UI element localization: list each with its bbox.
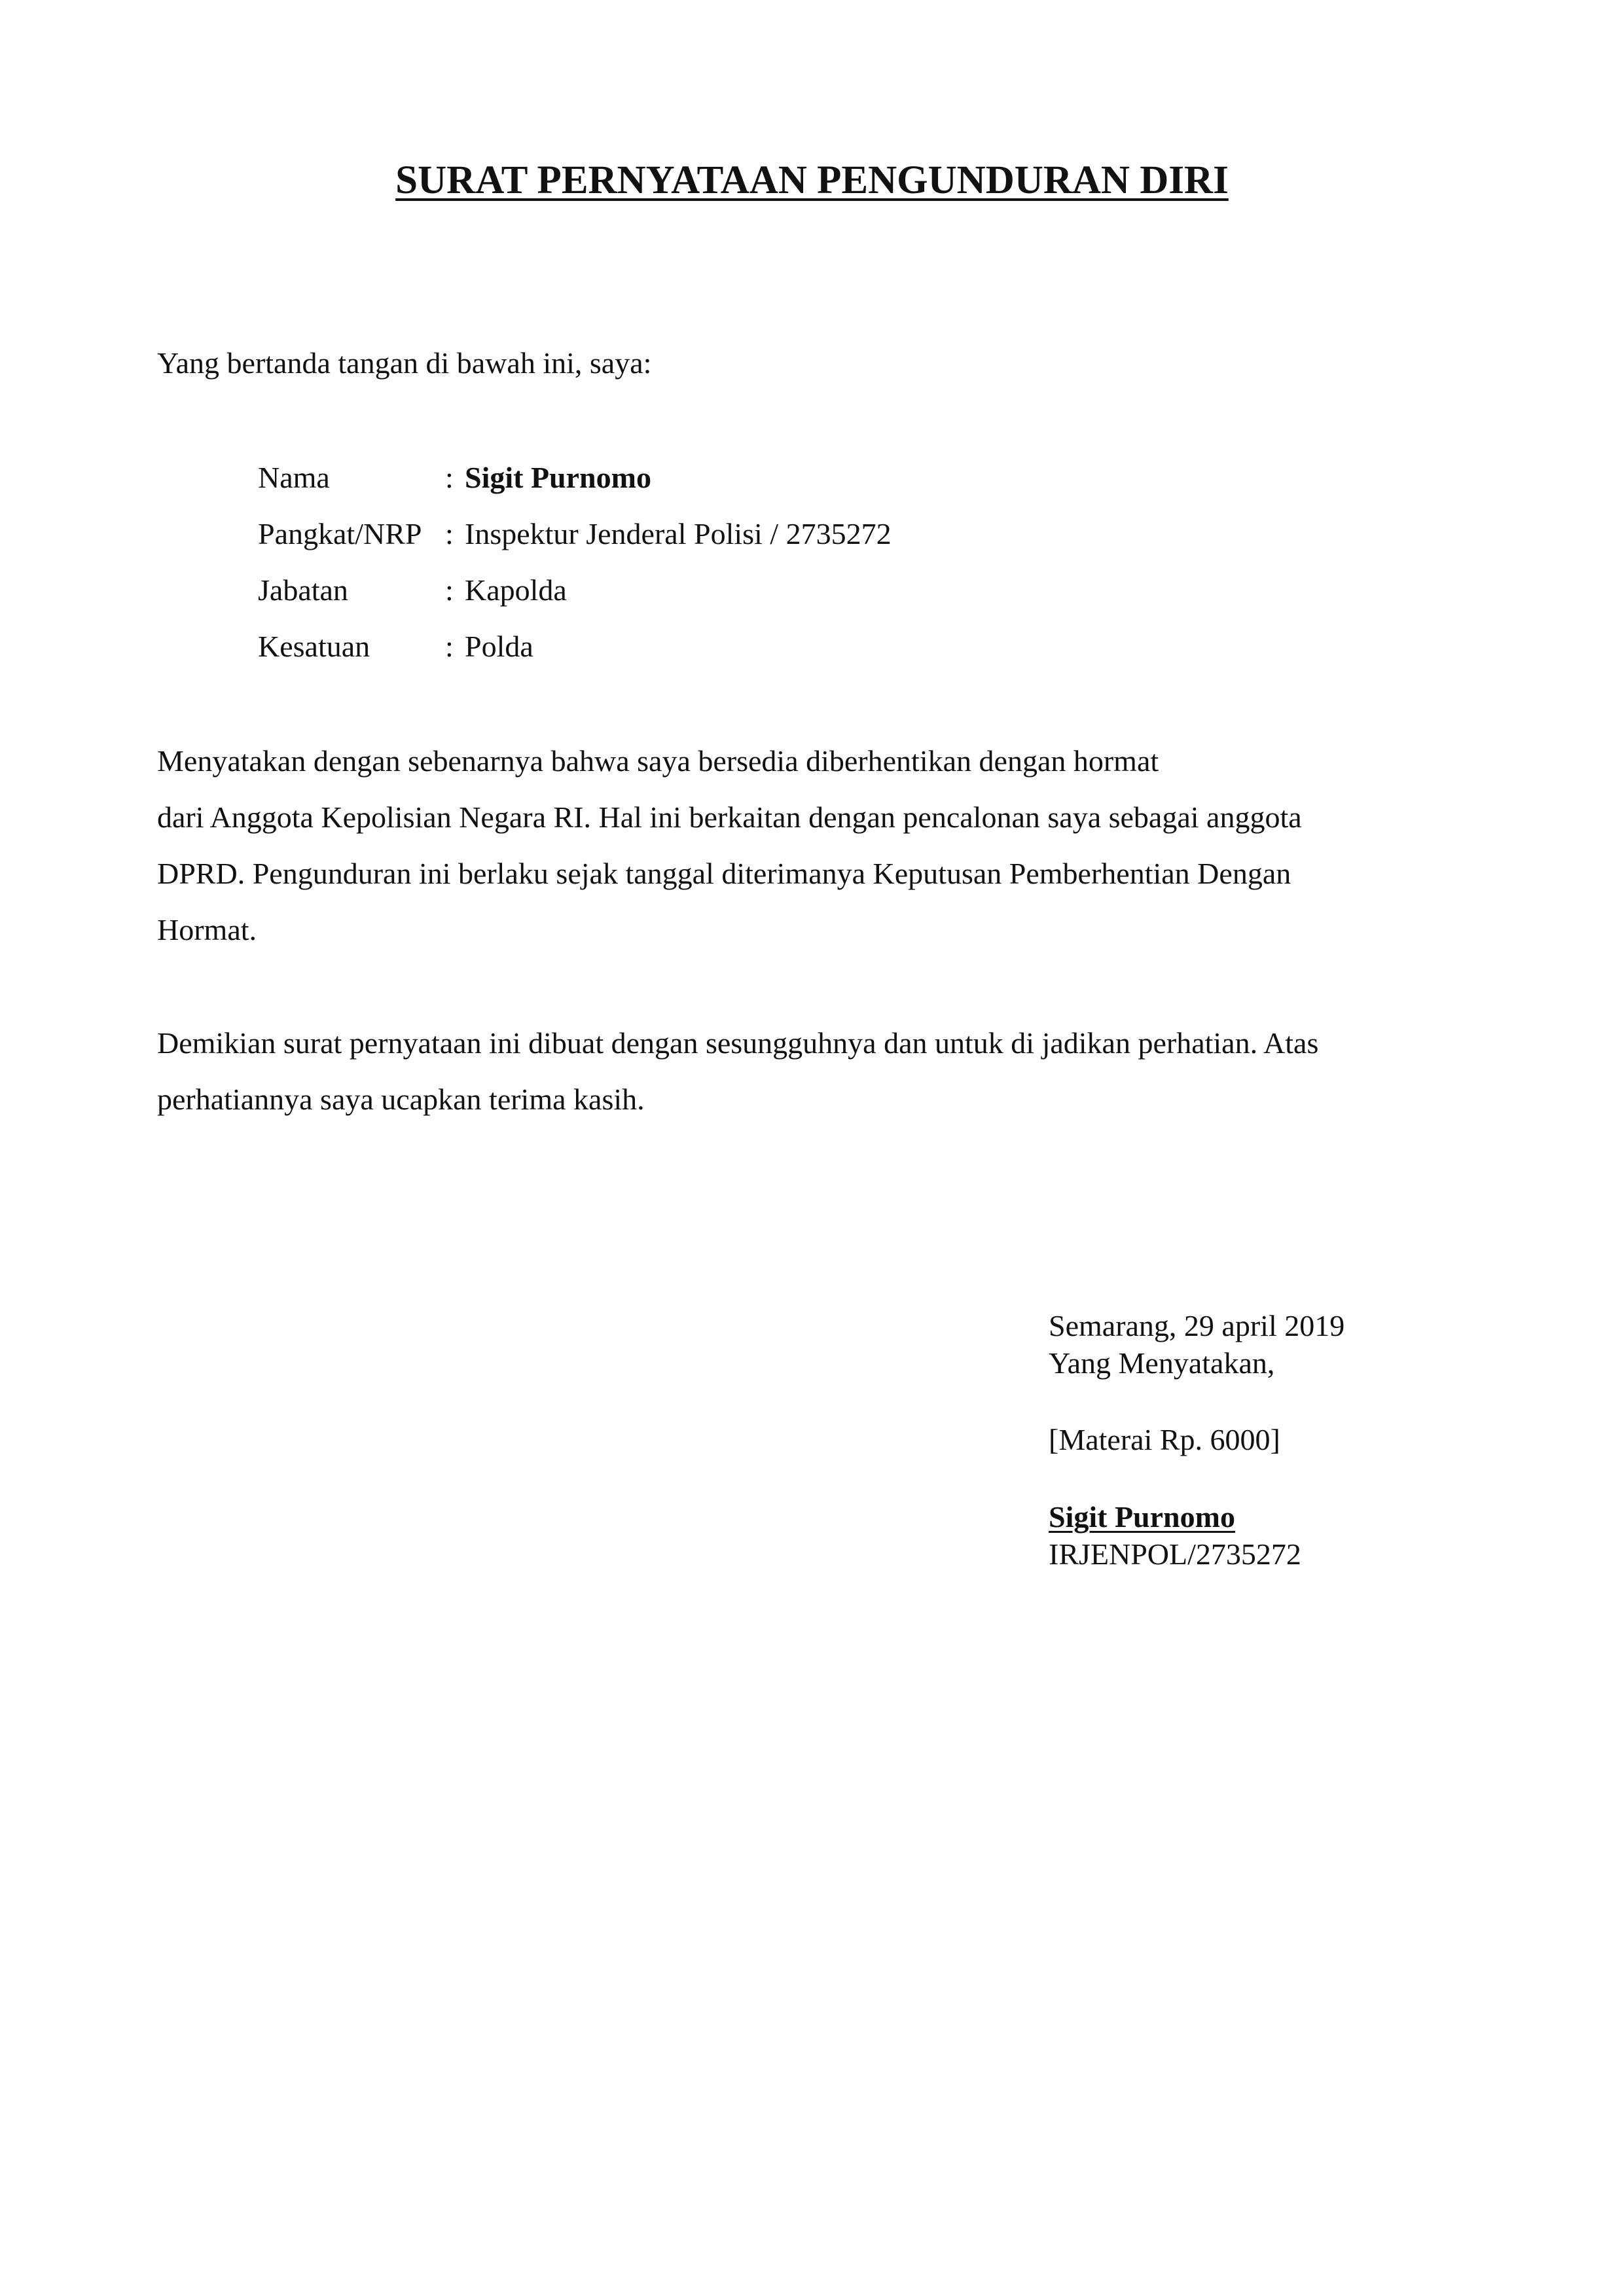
statement-line: dari Anggota Kepolisian Negara RI. Hal ini berkaitan dengan pencalonan saya sebagai anggota — [157, 800, 1302, 834]
closing-line: perhatiannya saya ucapkan terima kasih. — [157, 1083, 645, 1116]
identity-separator: : — [445, 517, 454, 550]
signatory-rank-nrp: IRJENPOL/2735272 — [1049, 1537, 1301, 1571]
statement-line: Menyatakan dengan sebenarnya bahwa saya bersedia diberhentikan dengan hormat — [157, 744, 1159, 778]
place-date: Semarang, 29 april 2019 — [1049, 1309, 1345, 1342]
identity-separator: : — [445, 573, 454, 607]
statement-line: DPRD. Pengunduran ini berlaku sejak tanggal diterimanya Keputusan Pemberhentian Dengan — [157, 857, 1291, 890]
identity-label-jabatan: Jabatan — [258, 573, 348, 607]
declarant-label: Yang Menyatakan, — [1049, 1346, 1275, 1380]
signatory-name: Sigit Purnomo — [1049, 1500, 1235, 1534]
identity-value-pangkat: Inspektur Jenderal Polisi / 2735272 — [465, 517, 892, 550]
identity-separator: : — [445, 461, 454, 494]
identity-label-pangkat: Pangkat/NRP — [258, 517, 422, 550]
identity-value-nama: Sigit Purnomo — [465, 461, 651, 494]
intro-text: Yang bertanda tangan di bawah ini, saya: — [157, 346, 652, 380]
stamp-note: [Materai Rp. 6000] — [1049, 1423, 1280, 1456]
identity-label-kesatuan: Kesatuan — [258, 630, 370, 663]
identity-value-jabatan: Kapolda — [465, 573, 567, 607]
identity-separator: : — [445, 630, 454, 663]
closing-line: Demikian surat pernyataan ini dibuat dengan sesungguhnya dan untuk di jadikan perhatian. Atas — [157, 1026, 1319, 1060]
statement-line: Hormat. — [157, 913, 257, 946]
identity-label-nama: Nama — [258, 461, 330, 494]
identity-value-kesatuan: Polda — [465, 630, 533, 663]
letter-title: SURAT PERNYATAAN PENGUNDURAN DIRI — [395, 158, 1229, 202]
